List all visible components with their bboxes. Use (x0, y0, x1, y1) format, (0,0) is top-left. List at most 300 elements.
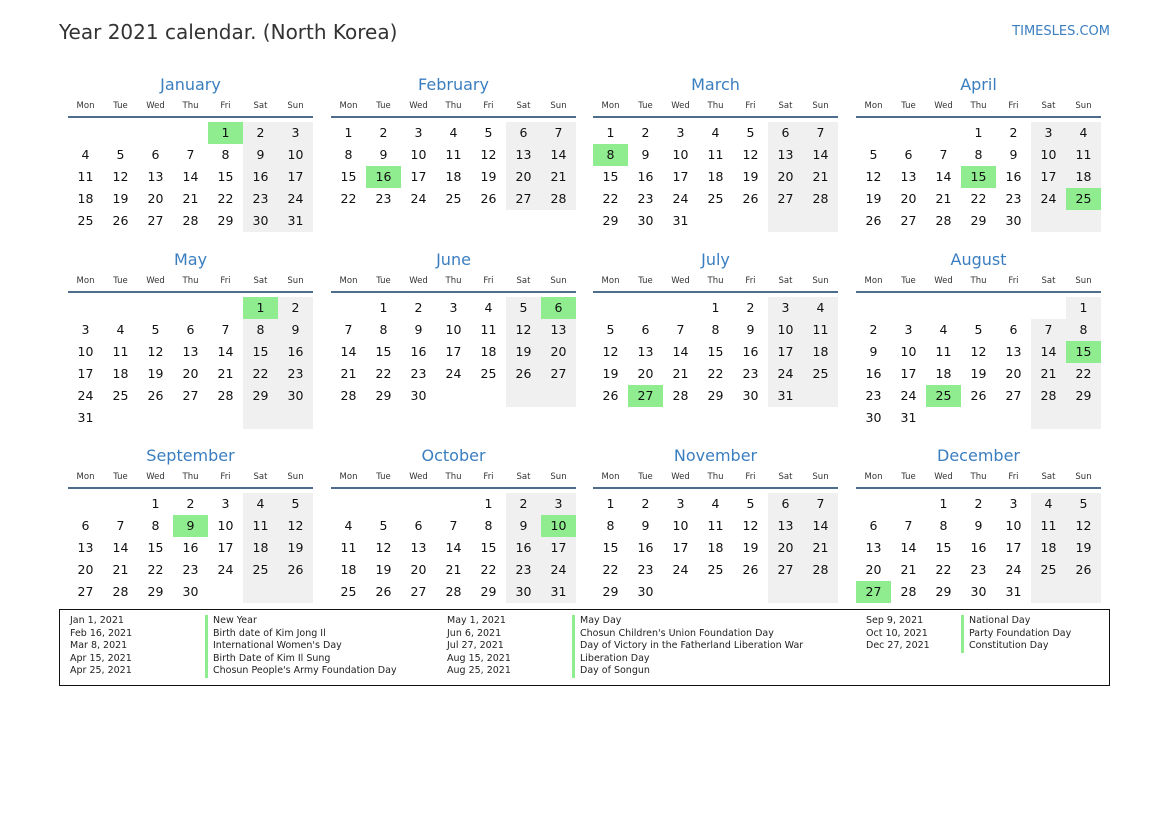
day-cell[interactable]: 10 (1031, 144, 1066, 166)
day-cell[interactable]: 8 (221, 147, 230, 162)
day-cell[interactable]: 1 (208, 122, 243, 144)
day-cell[interactable]: 8 (974, 147, 983, 162)
day-cell[interactable]: 18 (707, 169, 724, 184)
day-cell[interactable]: 27 (410, 584, 427, 599)
day-cell[interactable]: 4 (711, 496, 720, 511)
day-cell[interactable]: 19 (375, 562, 392, 577)
day-cell[interactable]: 30 (506, 581, 541, 603)
day-cell[interactable]: 21 (900, 562, 917, 577)
day-cell[interactable]: 11 (445, 147, 462, 162)
day-cell[interactable]: 7 (1031, 319, 1066, 341)
day-cell[interactable]: 22 (147, 562, 164, 577)
day-cell[interactable]: 19 (970, 366, 987, 381)
day-cell[interactable]: 2 (641, 125, 650, 140)
day-cell[interactable]: 16 (742, 344, 759, 359)
day-cell[interactable]: 3 (278, 122, 313, 144)
day-cell[interactable]: 21 (182, 191, 199, 206)
day-cell[interactable]: 7 (904, 518, 913, 533)
day-cell[interactable]: 15 (340, 169, 357, 184)
day-cell[interactable]: 27 (541, 363, 576, 385)
day-cell[interactable]: 20 (865, 562, 882, 577)
day-cell[interactable]: 19 (480, 169, 497, 184)
day-cell[interactable]: 6 (414, 518, 423, 533)
day-cell[interactable]: 15 (961, 166, 996, 188)
day-cell[interactable]: 30 (637, 584, 654, 599)
day-cell[interactable]: 10 (900, 344, 917, 359)
day-cell[interactable]: 10 (768, 319, 803, 341)
day-cell[interactable]: 25 (926, 385, 961, 407)
day-cell[interactable]: 17 (541, 537, 576, 559)
day-cell[interactable]: 19 (865, 191, 882, 206)
day-cell[interactable]: 17 (445, 344, 462, 359)
day-cell[interactable]: 28 (803, 559, 838, 581)
day-cell[interactable]: 12 (278, 515, 313, 537)
day-cell[interactable]: 25 (340, 584, 357, 599)
day-cell[interactable]: 9 (746, 322, 755, 337)
day-cell[interactable]: 26 (480, 191, 497, 206)
day-cell[interactable]: 10 (672, 518, 689, 533)
day-cell[interactable]: 13 (147, 169, 164, 184)
day-cell[interactable]: 9 (173, 515, 208, 537)
day-cell[interactable]: 8 (939, 518, 948, 533)
day-cell[interactable]: 24 (410, 191, 427, 206)
day-cell[interactable]: 3 (1009, 496, 1018, 511)
day-cell[interactable]: 24 (768, 363, 803, 385)
brand-link[interactable]: TIMESLES.COM (1012, 24, 1110, 39)
day-cell[interactable]: 16 (1005, 169, 1022, 184)
day-cell[interactable]: 14 (340, 344, 357, 359)
day-cell[interactable]: 19 (742, 169, 759, 184)
day-cell[interactable]: 30 (742, 388, 759, 403)
day-cell[interactable]: 28 (112, 584, 129, 599)
day-cell[interactable]: 21 (1031, 363, 1066, 385)
day-cell[interactable]: 20 (768, 537, 803, 559)
day-cell[interactable]: 31 (278, 210, 313, 232)
day-cell[interactable]: 5 (1066, 493, 1101, 515)
day-cell[interactable]: 24 (278, 188, 313, 210)
day-cell[interactable]: 27 (628, 385, 663, 407)
day-cell[interactable]: 9 (641, 518, 650, 533)
day-cell[interactable]: 5 (974, 322, 983, 337)
day-cell[interactable]: 2 (414, 300, 423, 315)
day-cell[interactable]: 28 (935, 213, 952, 228)
day-cell[interactable]: 22 (707, 366, 724, 381)
day-cell[interactable]: 27 (768, 188, 803, 210)
day-cell[interactable]: 11 (803, 319, 838, 341)
day-cell[interactable]: 5 (151, 322, 160, 337)
day-cell[interactable]: 14 (217, 344, 234, 359)
day-cell[interactable]: 9 (278, 319, 313, 341)
day-cell[interactable]: 29 (480, 584, 497, 599)
day-cell[interactable]: 26 (742, 562, 759, 577)
day-cell[interactable]: 24 (77, 388, 94, 403)
day-cell[interactable]: 26 (375, 584, 392, 599)
day-cell[interactable]: 21 (112, 562, 129, 577)
day-cell[interactable]: 26 (506, 363, 541, 385)
day-cell[interactable]: 12 (506, 319, 541, 341)
day-cell[interactable]: 27 (1005, 388, 1022, 403)
day-cell[interactable]: 26 (742, 191, 759, 206)
day-cell[interactable]: 30 (865, 410, 882, 425)
day-cell[interactable]: 28 (900, 584, 917, 599)
day-cell[interactable]: 2 (746, 300, 755, 315)
day-cell[interactable]: 25 (243, 559, 278, 581)
day-cell[interactable]: 25 (707, 191, 724, 206)
day-cell[interactable]: 14 (935, 169, 952, 184)
day-cell[interactable]: 29 (935, 584, 952, 599)
day-cell[interactable]: 19 (506, 341, 541, 363)
day-cell[interactable]: 1 (974, 125, 983, 140)
day-cell[interactable]: 16 (410, 344, 427, 359)
day-cell[interactable]: 15 (147, 540, 164, 555)
day-cell[interactable]: 16 (970, 540, 987, 555)
day-cell[interactable]: 18 (803, 341, 838, 363)
day-cell[interactable]: 20 (900, 191, 917, 206)
day-cell[interactable]: 14 (900, 540, 917, 555)
day-cell[interactable]: 20 (410, 562, 427, 577)
day-cell[interactable]: 6 (869, 518, 878, 533)
day-cell[interactable]: 2 (506, 493, 541, 515)
day-cell[interactable]: 15 (1066, 341, 1101, 363)
day-cell[interactable]: 16 (865, 366, 882, 381)
day-cell[interactable]: 1 (243, 297, 278, 319)
day-cell[interactable]: 3 (414, 125, 423, 140)
day-cell[interactable]: 20 (506, 166, 541, 188)
day-cell[interactable]: 28 (672, 388, 689, 403)
day-cell[interactable]: 18 (480, 344, 497, 359)
day-cell[interactable]: 22 (602, 191, 619, 206)
day-cell[interactable]: 3 (676, 496, 685, 511)
day-cell[interactable]: 19 (742, 540, 759, 555)
day-cell[interactable]: 4 (484, 300, 493, 315)
day-cell[interactable]: 23 (865, 388, 882, 403)
day-cell[interactable]: 12 (742, 518, 759, 533)
day-cell[interactable]: 31 (1005, 584, 1022, 599)
day-cell[interactable]: 11 (77, 169, 94, 184)
day-cell[interactable]: 6 (186, 322, 195, 337)
day-cell[interactable]: 30 (1005, 213, 1022, 228)
day-cell[interactable]: 22 (602, 562, 619, 577)
day-cell[interactable]: 1 (379, 300, 388, 315)
day-cell[interactable]: 17 (900, 366, 917, 381)
day-cell[interactable]: 23 (1005, 191, 1022, 206)
day-cell[interactable]: 13 (410, 540, 427, 555)
day-cell[interactable]: 26 (1066, 559, 1101, 581)
day-cell[interactable]: 20 (1005, 366, 1022, 381)
day-cell[interactable]: 12 (742, 147, 759, 162)
day-cell[interactable]: 6 (768, 493, 803, 515)
day-cell[interactable]: 13 (506, 144, 541, 166)
day-cell[interactable]: 23 (637, 562, 654, 577)
day-cell[interactable]: 28 (340, 388, 357, 403)
day-cell[interactable]: 2 (974, 496, 983, 511)
day-cell[interactable]: 29 (1066, 385, 1101, 407)
day-cell[interactable]: 11 (112, 344, 129, 359)
day-cell[interactable]: 23 (182, 562, 199, 577)
day-cell[interactable]: 10 (672, 147, 689, 162)
day-cell[interactable]: 8 (484, 518, 493, 533)
day-cell[interactable]: 15 (375, 344, 392, 359)
day-cell[interactable]: 2 (1009, 125, 1018, 140)
day-cell[interactable]: 24 (445, 366, 462, 381)
day-cell[interactable]: 30 (182, 584, 199, 599)
day-cell[interactable]: 23 (970, 562, 987, 577)
day-cell[interactable]: 19 (278, 537, 313, 559)
day-cell[interactable]: 25 (445, 191, 462, 206)
day-cell[interactable]: 13 (768, 144, 803, 166)
day-cell[interactable]: 5 (278, 493, 313, 515)
day-cell[interactable]: 2 (186, 496, 195, 511)
day-cell[interactable]: 29 (217, 213, 234, 228)
day-cell[interactable]: 1 (606, 125, 615, 140)
day-cell[interactable]: 14 (112, 540, 129, 555)
day-cell[interactable]: 8 (1066, 319, 1101, 341)
day-cell[interactable]: 21 (672, 366, 689, 381)
day-cell[interactable]: 23 (410, 366, 427, 381)
day-cell[interactable]: 8 (344, 147, 353, 162)
day-cell[interactable]: 3 (449, 300, 458, 315)
day-cell[interactable]: 25 (77, 213, 94, 228)
day-cell[interactable]: 20 (637, 366, 654, 381)
day-cell[interactable]: 11 (480, 322, 497, 337)
day-cell[interactable]: 21 (340, 366, 357, 381)
day-cell[interactable]: 11 (1066, 144, 1101, 166)
day-cell[interactable]: 12 (112, 169, 129, 184)
day-cell[interactable]: 4 (1031, 493, 1066, 515)
day-cell[interactable]: 3 (81, 322, 90, 337)
day-cell[interactable]: 7 (221, 322, 230, 337)
day-cell[interactable]: 15 (243, 341, 278, 363)
day-cell[interactable]: 23 (742, 366, 759, 381)
day-cell[interactable]: 6 (541, 297, 576, 319)
day-cell[interactable]: 10 (445, 322, 462, 337)
day-cell[interactable]: 13 (865, 540, 882, 555)
day-cell[interactable]: 15 (480, 540, 497, 555)
day-cell[interactable]: 7 (186, 147, 195, 162)
day-cell[interactable]: 8 (711, 322, 720, 337)
day-cell[interactable]: 11 (707, 147, 724, 162)
day-cell[interactable]: 5 (116, 147, 125, 162)
day-cell[interactable]: 19 (602, 366, 619, 381)
day-cell[interactable]: 24 (1005, 562, 1022, 577)
day-cell[interactable]: 16 (243, 166, 278, 188)
day-cell[interactable]: 4 (939, 322, 948, 337)
day-cell[interactable]: 30 (243, 210, 278, 232)
day-cell[interactable]: 18 (77, 191, 94, 206)
day-cell[interactable]: 22 (217, 191, 234, 206)
day-cell[interactable]: 22 (375, 366, 392, 381)
day-cell[interactable]: 8 (379, 322, 388, 337)
day-cell[interactable]: 6 (768, 122, 803, 144)
day-cell[interactable]: 18 (1066, 166, 1101, 188)
day-cell[interactable]: 18 (112, 366, 129, 381)
day-cell[interactable]: 10 (541, 515, 576, 537)
day-cell[interactable]: 22 (970, 191, 987, 206)
day-cell[interactable]: 19 (147, 366, 164, 381)
day-cell[interactable]: 21 (935, 191, 952, 206)
day-cell[interactable]: 5 (869, 147, 878, 162)
day-cell[interactable]: 5 (484, 125, 493, 140)
day-cell[interactable]: 20 (541, 341, 576, 363)
day-cell[interactable]: 14 (541, 144, 576, 166)
day-cell[interactable]: 2 (641, 496, 650, 511)
day-cell[interactable]: 18 (340, 562, 357, 577)
day-cell[interactable]: 1 (484, 496, 493, 511)
day-cell[interactable]: 15 (217, 169, 234, 184)
day-cell[interactable]: 15 (935, 540, 952, 555)
day-cell[interactable]: 21 (217, 366, 234, 381)
day-cell[interactable]: 16 (182, 540, 199, 555)
day-cell[interactable]: 2 (379, 125, 388, 140)
day-cell[interactable]: 24 (217, 562, 234, 577)
day-cell[interactable]: 28 (541, 188, 576, 210)
day-cell[interactable]: 30 (278, 385, 313, 407)
day-cell[interactable]: 29 (602, 213, 619, 228)
day-cell[interactable]: 23 (375, 191, 392, 206)
day-cell[interactable]: 12 (480, 147, 497, 162)
day-cell[interactable]: 4 (243, 493, 278, 515)
day-cell[interactable]: 3 (676, 125, 685, 140)
day-cell[interactable]: 19 (112, 191, 129, 206)
day-cell[interactable]: 25 (1066, 188, 1101, 210)
day-cell[interactable]: 13 (768, 515, 803, 537)
day-cell[interactable]: 25 (1031, 559, 1066, 581)
day-cell[interactable]: 12 (1066, 515, 1101, 537)
day-cell[interactable]: 16 (278, 341, 313, 363)
day-cell[interactable]: 1 (606, 496, 615, 511)
day-cell[interactable]: 7 (803, 122, 838, 144)
day-cell[interactable]: 7 (939, 147, 948, 162)
day-cell[interactable]: 16 (637, 169, 654, 184)
day-cell[interactable]: 21 (803, 166, 838, 188)
day-cell[interactable]: 6 (1009, 322, 1018, 337)
day-cell[interactable]: 12 (375, 540, 392, 555)
day-cell[interactable]: 9 (379, 147, 388, 162)
day-cell[interactable]: 1 (1066, 297, 1101, 319)
day-cell[interactable]: 4 (81, 147, 90, 162)
day-cell[interactable]: 17 (768, 341, 803, 363)
day-cell[interactable]: 9 (414, 322, 423, 337)
day-cell[interactable]: 15 (602, 169, 619, 184)
day-cell[interactable]: 31 (672, 213, 689, 228)
day-cell[interactable]: 10 (77, 344, 94, 359)
day-cell[interactable]: 2 (243, 122, 278, 144)
day-cell[interactable]: 29 (147, 584, 164, 599)
day-cell[interactable]: 29 (707, 388, 724, 403)
day-cell[interactable]: 14 (1031, 341, 1066, 363)
day-cell[interactable]: 9 (869, 344, 878, 359)
day-cell[interactable]: 27 (77, 584, 94, 599)
day-cell[interactable]: 1 (711, 300, 720, 315)
day-cell[interactable]: 21 (445, 562, 462, 577)
day-cell[interactable]: 17 (672, 540, 689, 555)
day-cell[interactable]: 9 (243, 144, 278, 166)
day-cell[interactable]: 4 (344, 518, 353, 533)
day-cell[interactable]: 12 (147, 344, 164, 359)
day-cell[interactable]: 12 (970, 344, 987, 359)
day-cell[interactable]: 2 (869, 322, 878, 337)
day-cell[interactable]: 13 (1005, 344, 1022, 359)
day-cell[interactable]: 5 (606, 322, 615, 337)
day-cell[interactable]: 11 (707, 518, 724, 533)
day-cell[interactable]: 28 (445, 584, 462, 599)
day-cell[interactable]: 28 (1031, 385, 1066, 407)
day-cell[interactable]: 14 (182, 169, 199, 184)
day-cell[interactable]: 22 (243, 363, 278, 385)
day-cell[interactable]: 7 (541, 122, 576, 144)
day-cell[interactable]: 5 (379, 518, 388, 533)
day-cell[interactable]: 24 (900, 388, 917, 403)
day-cell[interactable]: 3 (221, 496, 230, 511)
day-cell[interactable]: 17 (1005, 540, 1022, 555)
day-cell[interactable]: 23 (637, 191, 654, 206)
day-cell[interactable]: 20 (77, 562, 94, 577)
day-cell[interactable]: 8 (606, 518, 615, 533)
day-cell[interactable]: 4 (803, 297, 838, 319)
day-cell[interactable]: 22 (480, 562, 497, 577)
day-cell[interactable]: 8 (243, 319, 278, 341)
day-cell[interactable]: 10 (1005, 518, 1022, 533)
day-cell[interactable]: 16 (366, 166, 401, 188)
day-cell[interactable]: 26 (147, 388, 164, 403)
day-cell[interactable]: 1 (344, 125, 353, 140)
day-cell[interactable]: 6 (904, 147, 913, 162)
day-cell[interactable]: 7 (449, 518, 458, 533)
day-cell[interactable]: 20 (147, 191, 164, 206)
day-cell[interactable]: 24 (672, 562, 689, 577)
day-cell[interactable]: 11 (935, 344, 952, 359)
day-cell[interactable]: 29 (375, 388, 392, 403)
day-cell[interactable]: 28 (182, 213, 199, 228)
day-cell[interactable]: 14 (803, 144, 838, 166)
day-cell[interactable]: 7 (803, 493, 838, 515)
day-cell[interactable]: 26 (865, 213, 882, 228)
day-cell[interactable]: 25 (803, 363, 838, 385)
day-cell[interactable]: 20 (182, 366, 199, 381)
day-cell[interactable]: 3 (1031, 122, 1066, 144)
day-cell[interactable]: 8 (151, 518, 160, 533)
day-cell[interactable]: 9 (506, 515, 541, 537)
day-cell[interactable]: 31 (541, 581, 576, 603)
day-cell[interactable]: 25 (480, 366, 497, 381)
day-cell[interactable]: 25 (112, 388, 129, 403)
day-cell[interactable]: 30 (970, 584, 987, 599)
day-cell[interactable]: 14 (803, 515, 838, 537)
day-cell[interactable]: 10 (217, 518, 234, 533)
day-cell[interactable]: 17 (278, 166, 313, 188)
day-cell[interactable]: 21 (541, 166, 576, 188)
day-cell[interactable]: 18 (243, 537, 278, 559)
day-cell[interactable]: 14 (445, 540, 462, 555)
day-cell[interactable]: 17 (77, 366, 94, 381)
day-cell[interactable]: 11 (340, 540, 357, 555)
day-cell[interactable]: 9 (974, 518, 983, 533)
day-cell[interactable]: 14 (672, 344, 689, 359)
day-cell[interactable]: 3 (541, 493, 576, 515)
day-cell[interactable]: 1 (939, 496, 948, 511)
day-cell[interactable]: 3 (768, 297, 803, 319)
day-cell[interactable]: 15 (602, 540, 619, 555)
day-cell[interactable]: 27 (856, 581, 891, 603)
day-cell[interactable]: 11 (1031, 515, 1066, 537)
day-cell[interactable]: 4 (449, 125, 458, 140)
day-cell[interactable]: 17 (672, 169, 689, 184)
day-cell[interactable]: 11 (243, 515, 278, 537)
day-cell[interactable]: 13 (637, 344, 654, 359)
day-cell[interactable]: 12 (865, 169, 882, 184)
day-cell[interactable]: 22 (1066, 363, 1101, 385)
day-cell[interactable]: 6 (151, 147, 160, 162)
